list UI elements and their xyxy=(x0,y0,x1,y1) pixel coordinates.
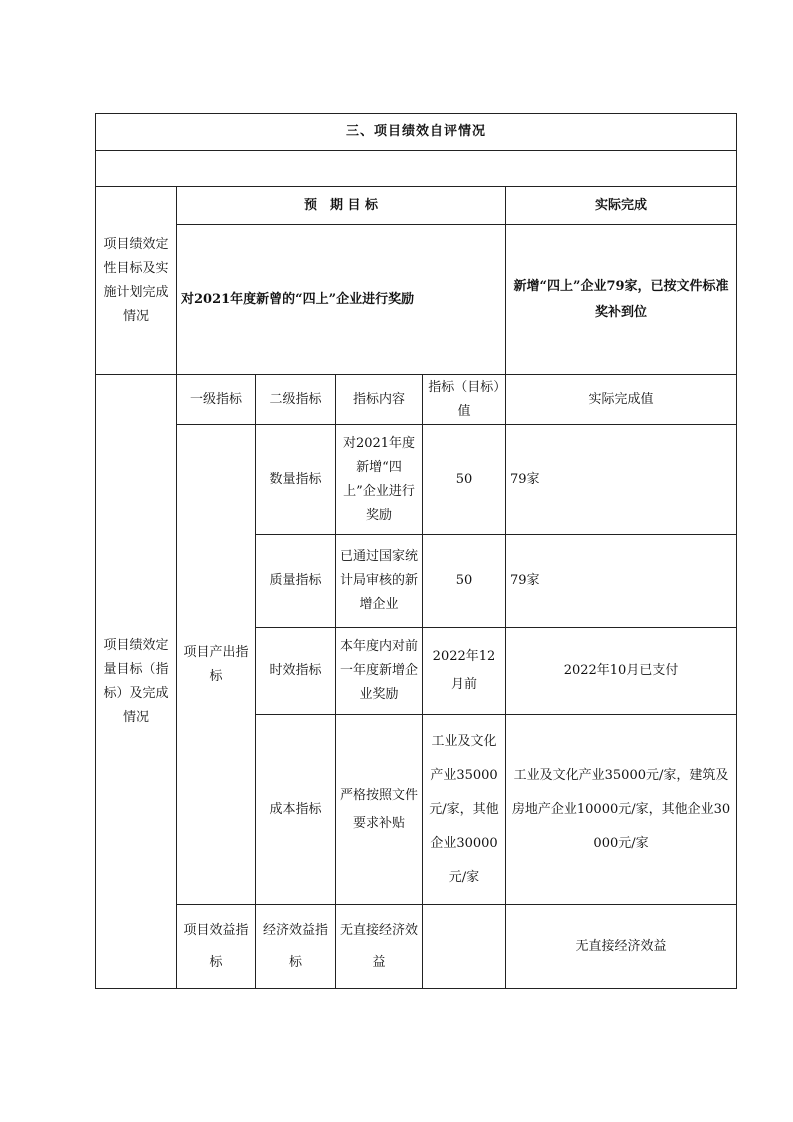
level2-cell: 成本指标 xyxy=(256,715,336,905)
header-target: 指标（目标）值 xyxy=(423,375,506,425)
content-cell: 无直接经济效益 xyxy=(336,905,423,989)
qualitative-label-text: 项目绩效定性目标及实施计划完成情况 xyxy=(103,236,169,324)
header-level1: 一级指标 xyxy=(177,375,256,425)
blank-row xyxy=(96,151,737,187)
content-cell: 已通过国家统计局审核的新增企业 xyxy=(336,535,423,628)
actual-cell: 工业及文化产业35000元/家，建筑及房地产企业10000元/家，其他企业30000元/家 xyxy=(506,715,737,905)
actual-cell: 79家 xyxy=(506,535,737,628)
content-cell: 对2021年度新增“四上”企业进行奖励 xyxy=(336,425,423,535)
table-row xyxy=(96,425,737,535)
performance-table xyxy=(95,113,737,989)
quantitative-label-text: 项目绩效定量目标（指标）及完成情况 xyxy=(103,637,169,725)
qualitative-label xyxy=(96,187,177,375)
level2-cell: 时效指标 xyxy=(256,628,336,715)
actual-cell: 79家 xyxy=(506,425,737,535)
quantitative-label xyxy=(96,375,177,989)
target-cell: 工业及文化产业35000元/家，其他企业30000元/家 xyxy=(423,715,506,905)
level2-cell: 质量指标 xyxy=(256,535,336,628)
section-title: 三、项目绩效自评情况 xyxy=(96,114,737,151)
target-cell: 50 xyxy=(423,535,506,628)
header-level2: 二级指标 xyxy=(256,375,336,425)
actual-cell: 2022年10月已支付 xyxy=(506,628,737,715)
header-content: 指标内容 xyxy=(336,375,423,425)
header-actual: 实际完成值 xyxy=(506,375,737,425)
content-cell: 本年度内对前一年度新增企业奖励 xyxy=(336,628,423,715)
content-cell: 严格按照文件要求补贴 xyxy=(336,715,423,905)
target-cell: 50 xyxy=(423,425,506,535)
level1-benefit: 项目效益指标 xyxy=(177,905,256,989)
actual-cell: 无直接经济效益 xyxy=(506,905,737,989)
actual-text: 新增“四上”企业79家，已按文件标准奖补到位 xyxy=(506,225,737,375)
expected-header: 预 期 目 标 xyxy=(177,187,506,225)
target-cell xyxy=(423,905,506,989)
target-cell: 2022年12月前 xyxy=(423,628,506,715)
table-row xyxy=(96,905,737,989)
expected-text: 对2021年度新曾的“四上”企业进行奖励 xyxy=(177,225,506,375)
level2-cell: 经济效益指标 xyxy=(256,905,336,989)
level2-cell: 数量指标 xyxy=(256,425,336,535)
level1-output: 项目产出指标 xyxy=(177,425,256,905)
actual-header: 实际完成 xyxy=(506,187,737,225)
